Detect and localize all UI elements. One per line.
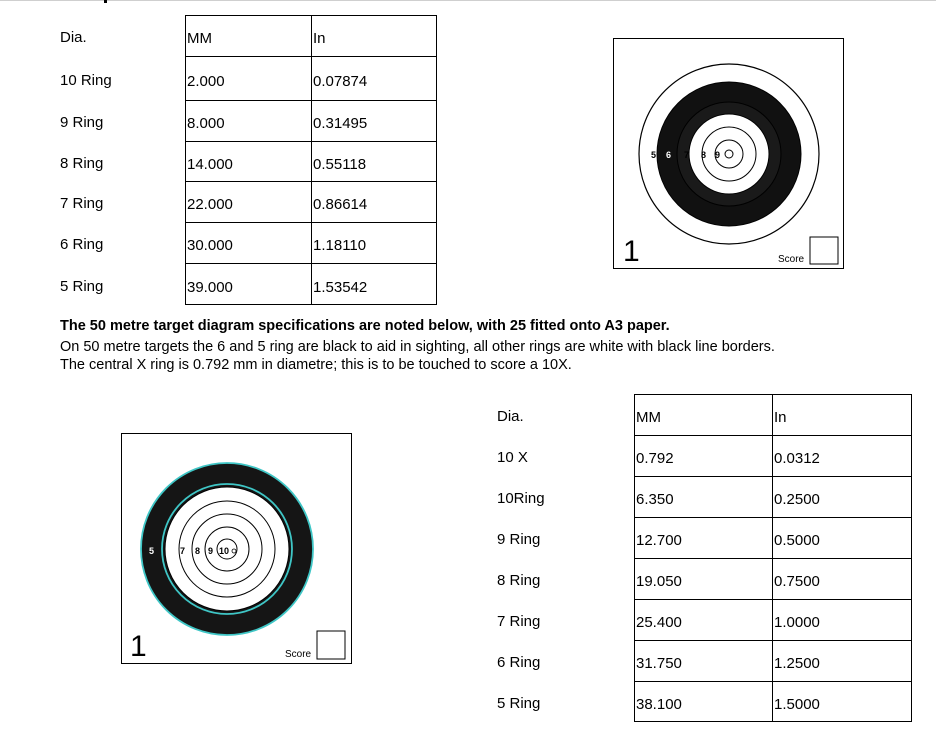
table-row — [0, 141, 440, 181]
table-row — [0, 263, 440, 305]
score-box[interactable] — [810, 237, 838, 264]
row-mm: 22.000 — [187, 196, 233, 213]
ring-label-10: 10 — [219, 546, 230, 556]
row-in: 0.07874 — [313, 72, 368, 90]
row-mm: 39.000 — [187, 278, 233, 296]
row-dia: 6 Ring — [497, 654, 541, 671]
score-label: Score — [285, 649, 312, 660]
table-row — [0, 517, 936, 558]
table-header-row — [0, 15, 440, 56]
row-in: 0.31495 — [313, 115, 368, 132]
row-in: 0.5000 — [774, 532, 820, 549]
notes-heading: The 50 metre target diagram specifications are noted below, with 25 fitted onto A3 paper. — [60, 318, 670, 334]
table-row — [0, 558, 936, 599]
ring-label-9: 9 — [715, 150, 721, 160]
table-50m — [0, 394, 936, 722]
row-in: 1.2500 — [774, 655, 820, 672]
row-in: 0.2500 — [774, 491, 820, 508]
header-dia: Dia. — [497, 408, 524, 425]
row-mm: 14.000 — [187, 155, 233, 173]
row-dia: 10 X — [497, 449, 528, 466]
top-divider — [0, 0, 936, 3]
row-dia: 10 Ring — [60, 71, 112, 89]
row-in: 0.7500 — [774, 573, 820, 590]
ring-label-5: 5 — [149, 546, 155, 556]
row-dia: 10Ring — [497, 490, 545, 507]
header-mm: MM — [187, 30, 212, 47]
notes-line-2: The central X ring is 0.792 mm in diametre; this is to be touched to score a 10X. — [60, 357, 572, 373]
table-row — [0, 222, 440, 263]
row-mm: 8.000 — [187, 115, 225, 132]
ring-label-6: 6 — [666, 150, 672, 160]
target-number: 1 — [623, 235, 640, 268]
table-row — [0, 56, 440, 100]
table-row — [0, 681, 936, 722]
row-dia: 9 Ring — [60, 114, 104, 131]
row-mm: 0.792 — [636, 450, 674, 467]
row-dia: 8 Ring — [497, 572, 541, 589]
row-mm: 12.700 — [636, 532, 682, 549]
row-dia: 7 Ring — [497, 613, 541, 630]
ring-label-7: 7 — [180, 546, 186, 556]
row-mm: 6.350 — [636, 491, 674, 508]
row-mm: 38.100 — [636, 696, 682, 713]
row-dia: 7 Ring — [60, 195, 104, 212]
row-dia: 6 Ring — [60, 236, 104, 253]
ring-label-9: 9 — [208, 546, 214, 556]
ring-label-5: 5 — [651, 150, 657, 160]
row-dia: 8 Ring — [60, 154, 104, 172]
row-in: 1.18110 — [313, 237, 367, 254]
table-row — [0, 599, 936, 640]
table-header-row — [0, 394, 936, 435]
row-mm: 30.000 — [187, 237, 233, 254]
header-dia: Dia. — [60, 29, 87, 46]
table-row — [0, 435, 936, 476]
row-mm: 19.050 — [636, 573, 682, 590]
ring-label-6: 6 — [166, 546, 172, 556]
table-10m — [0, 15, 440, 305]
table-row — [0, 181, 440, 222]
notes-line-1: On 50 metre targets the 6 and 5 ring are black to aid in sighting, all other rings are white with black line borders. — [60, 339, 775, 355]
row-mm: 2.000 — [187, 72, 225, 90]
header-mm: MM — [636, 409, 661, 426]
header-in: In — [774, 409, 787, 426]
row-dia: 5 Ring — [497, 695, 541, 712]
header-in: In — [313, 30, 326, 47]
ring-label-8: 8 — [701, 150, 707, 160]
ring-label-7: 7 — [684, 150, 690, 160]
row-in: 1.53542 — [313, 278, 368, 296]
score-label: Score — [778, 254, 805, 265]
target-10m-drawing — [614, 39, 843, 268]
table-row — [0, 640, 936, 681]
table-row — [0, 100, 440, 141]
target-number: 1 — [130, 630, 147, 663]
row-in: 1.0000 — [774, 614, 820, 631]
table-row — [0, 476, 936, 517]
row-dia: 5 Ring — [60, 277, 104, 295]
row-mm: 25.400 — [636, 614, 682, 631]
target-ring-10 — [725, 150, 733, 158]
row-in: 0.0312 — [774, 450, 820, 467]
row-dia: 9 Ring — [497, 531, 541, 548]
ring-label-8: 8 — [195, 546, 201, 556]
row-in: 0.86614 — [313, 196, 368, 213]
row-in: 0.55118 — [313, 155, 367, 173]
target-card-10m — [613, 38, 844, 269]
row-in: 1.5000 — [774, 696, 820, 713]
row-mm: 31.750 — [636, 655, 682, 672]
